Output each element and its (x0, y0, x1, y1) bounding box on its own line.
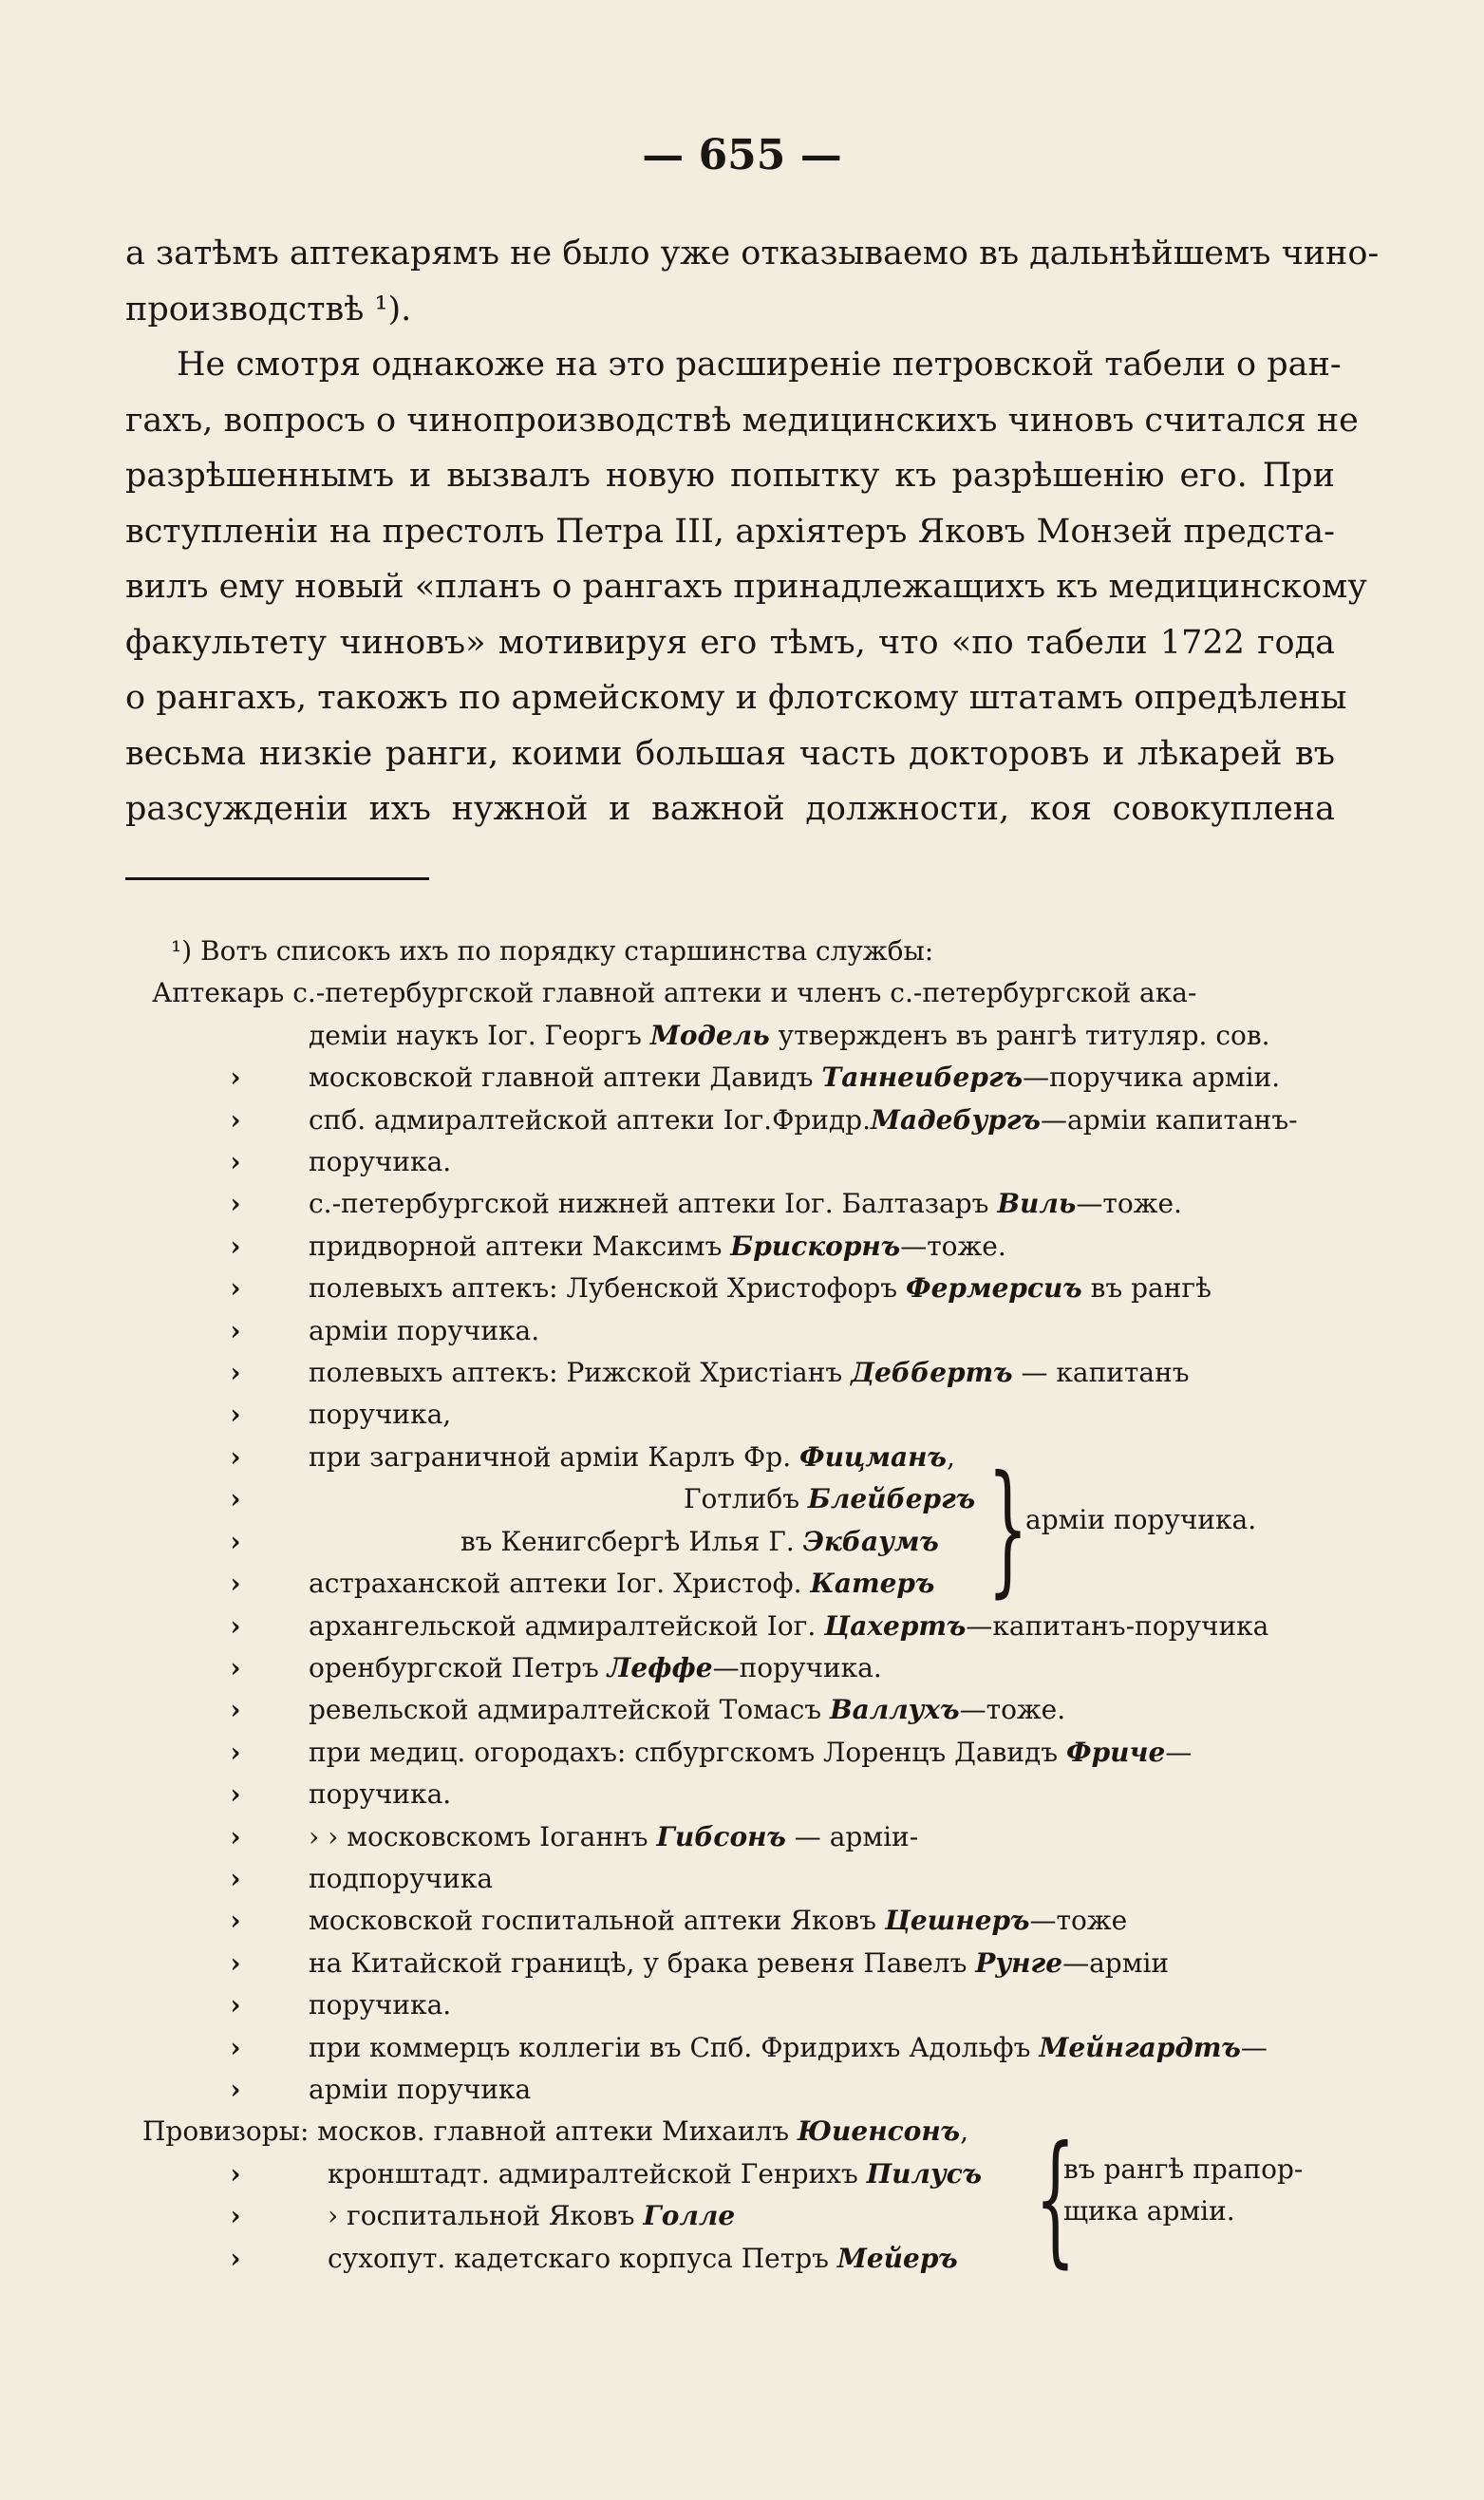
footnote-text-part: спб. адмиралтейской аптеки Іог.Фридр. (309, 1103, 871, 1136)
footnote-text-part: —тоже (1029, 1905, 1128, 1937)
footnote-text (152, 1858, 1329, 1900)
footnote-text (152, 977, 1196, 1008)
footnote-row (152, 1732, 1329, 1774)
ditto-mark: › (230, 1103, 241, 1136)
footnote-text-part: —арміи (1062, 1946, 1170, 1979)
ditto-mark: › (230, 1399, 241, 1431)
footnote-text (152, 1943, 1329, 1984)
bracket-group (142, 2111, 1329, 2283)
ditto-mark: › (230, 1314, 241, 1346)
page-number: — 655 — (642, 131, 842, 179)
footnote-text-part: архангельской адмиралтейской Іог. (309, 1609, 825, 1642)
footnote-text-part: — (1165, 1736, 1193, 1768)
footnote-text (152, 2069, 1329, 2111)
person-name: Цахертъ (824, 1609, 967, 1642)
footnote-text-part: —тоже. (1076, 1188, 1182, 1220)
footnote-text-part: поручика, (309, 1399, 452, 1431)
footnote-text-part: › госпитальной Яковъ (328, 2200, 644, 2232)
brace-label: арміи поручика. (1025, 1503, 1257, 1535)
footnote-text (152, 1563, 1329, 1605)
footnote-text-part: , (960, 2115, 969, 2148)
ditto-mark: › (230, 1357, 241, 1389)
footnote-row (152, 1647, 1329, 1689)
footnote-text-part: арміи поручика. (309, 1314, 540, 1346)
footnote-divider (125, 877, 429, 880)
footnote-text-part: арміи поручика (309, 2073, 532, 2105)
footnote-text (152, 1310, 1329, 1352)
brace-symbol: } (987, 1445, 1028, 1611)
person-name: Таннеибергъ (821, 1062, 1024, 1094)
ditto-mark: › (230, 2031, 241, 2063)
brace-symbol: { (1035, 2116, 1076, 2283)
footnote-text-part: при медиц. огородахъ: спбургскомъ Лоренцъ Давидъ (309, 1736, 1066, 1768)
ditto-mark: › (230, 1736, 241, 1768)
ditto-mark: › (230, 2242, 241, 2274)
person-name: Леффе (607, 1651, 713, 1683)
footnote-text (152, 1437, 1329, 1478)
footnote-row (152, 1984, 1329, 2026)
ditto-mark: › (230, 1778, 241, 1811)
footnote-text (152, 1647, 1329, 1689)
footnote-text-part: › › московскомъ Іоганнъ (309, 1820, 657, 1852)
ditto-mark: › (230, 1568, 241, 1600)
footnote-text-part: с.-петербургской главной аптеки и членъ с.-петербургской ака- (292, 977, 1197, 1009)
person-name: Цешнеръ (884, 1905, 1030, 1937)
ditto-mark: › (230, 1946, 241, 1979)
footnote-text-part: утвержденъ въ рангѣ титуляр. сов. (769, 1019, 1270, 1051)
footnote-row (142, 2111, 1329, 2152)
person-name: Модель (649, 1019, 770, 1051)
person-name: Виль (997, 1188, 1077, 1220)
ditto-mark: › (230, 2200, 241, 2232)
ditto-mark: › (230, 1694, 241, 1726)
footnote-text (152, 1689, 1329, 1731)
footnote-text-part: въ Кенигсбергѣ Илья Г. (460, 1525, 803, 1557)
ditto-mark: › (230, 2073, 241, 2105)
footnote-text-part: деміи наукъ Іог. Георгъ (309, 1019, 650, 1051)
footnote-text (152, 1057, 1329, 1099)
footnote-text (152, 1352, 1329, 1394)
person-name: Мейеръ (836, 2242, 958, 2274)
ditto-mark: › (230, 2157, 241, 2190)
brace-label: въ рангѣ прапор- (1063, 2153, 1304, 2186)
footnote-text (152, 1183, 1329, 1225)
footnote-row (152, 1437, 1329, 1478)
ditto-mark: › (230, 1862, 241, 1894)
footnote-text-part: астраханской аптеки Іог. Христоф. (309, 1568, 811, 1600)
footnote-text-part: , (946, 1440, 955, 1473)
text-line: вилъ ему новый «планъ о рангахъ принадлежащихъ къ медицинскому (125, 568, 1367, 606)
person-name: Рунге (975, 1946, 1063, 1979)
text-line: Не смотря однакоже на это расширеніе петровской табели о ран- (177, 346, 1342, 384)
brace-label: щика арміи. (1063, 2195, 1235, 2227)
footnote-row (152, 1563, 1329, 1605)
footnote-row (152, 1816, 1329, 1858)
footnote-text-part: на Китайской границѣ, у брака ревеня Павелъ (309, 1946, 976, 1979)
footnote-row (152, 1774, 1329, 1815)
footnote-text (152, 1984, 1329, 2026)
footnote-text-part: —тоже. (959, 1694, 1066, 1726)
footnote-text-part: —поручика. (712, 1651, 882, 1683)
person-name: Валлухъ (829, 1694, 960, 1726)
text-line: гахъ, вопросъ о чинопроизводствѣ медицинскихъ чиновъ считался не (125, 401, 1359, 440)
footnote-row (152, 1226, 1329, 1268)
footnote-text-part: поручика. (309, 1989, 452, 2021)
footnote-text (152, 2238, 1329, 2280)
text-line: разрѣшеннымъ и вызвалъ новую попытку къ разрѣшенію его. При (125, 457, 1335, 495)
ditto-mark: › (230, 1230, 241, 1262)
footnote-row (152, 1268, 1329, 1309)
footnote-row (152, 2069, 1329, 2111)
footnote-text-part: полевыхъ аптекъ: Лубенской Христофоръ (309, 1272, 906, 1305)
footnote-row (152, 1943, 1329, 1984)
main-text (125, 226, 1380, 837)
footnote-row (152, 1352, 1329, 1394)
footnote-text-part: —поручика арміи. (1023, 1062, 1281, 1094)
person-name: Фермерсиъ (906, 1272, 1082, 1305)
ditto-mark: › (230, 1905, 241, 1937)
lead-label: Провизоры: (142, 2115, 318, 2148)
footnotes (142, 930, 1329, 2283)
person-name: Голле (643, 2200, 736, 2232)
footnote-text-part: ревельской адмиралтейской Томасъ (309, 1694, 830, 1726)
footnote-text (142, 2111, 1329, 2152)
person-name: Экбаумъ (802, 1525, 939, 1557)
footnote-row (152, 1689, 1329, 1731)
footnote-text (152, 1900, 1329, 1942)
person-name: Катеръ (810, 1568, 935, 1600)
ditto-mark: › (230, 1525, 241, 1557)
ditto-mark: › (230, 1440, 241, 1473)
footnote-text-part: московской госпитальной аптеки Яковъ (309, 1905, 885, 1937)
ditto-mark: › (230, 1820, 241, 1852)
footnote-row (152, 1015, 1329, 1057)
text-line: о рангахъ, такожъ по армейскому и флотскому штатамъ опредѣлены (125, 679, 1347, 717)
footnote-row (152, 1057, 1329, 1099)
footnote-text-part: с.-петербургской нижней аптеки Іог. Балтазаръ (309, 1188, 998, 1220)
footnote-text-part: подпоручика (309, 1862, 494, 1894)
footnote-text (152, 1141, 1329, 1183)
footnote-text (152, 1394, 1329, 1436)
ditto-mark: › (230, 1146, 241, 1178)
footnote-row (152, 2027, 1329, 2069)
footnote-text-part: оренбургской Петръ (309, 1651, 608, 1683)
footnote-text-part: — арміи- (785, 1820, 919, 1852)
text-line: факультету чиновъ» мотивируя его тѣмъ, что «по табели 1722 года (125, 623, 1335, 662)
ditto-mark: › (230, 1483, 241, 1515)
footnote-row (152, 1606, 1329, 1647)
footnote-row (152, 2238, 1329, 2280)
footnote-text-part: въ рангѣ (1081, 1272, 1212, 1305)
footnote-row (152, 1141, 1329, 1183)
person-name: Гибсонъ (656, 1820, 786, 1852)
footnote-text-part: при коммерцъ коллегіи въ Спб. Фридрихъ Адольфъ (309, 2031, 1040, 2063)
footnote-text-part: —арміи капитанъ- (1041, 1103, 1298, 1136)
person-name: Мадебургъ (870, 1103, 1042, 1136)
footnote-text (152, 2027, 1329, 2069)
footnote-text-part: — капитанъ (1012, 1357, 1190, 1389)
footnote-text (152, 1226, 1329, 1268)
person-name: Фриче (1066, 1736, 1166, 1768)
footnote-text-part: москов. главной аптеки Михаилъ (317, 2115, 798, 2148)
text-line: весьма низкіе ранги, коими большая часть докторовъ и лѣкарей въ (125, 734, 1335, 773)
person-name: Фицманъ (799, 1440, 947, 1473)
footnote-text-part: полевыхъ аптекъ: Рижской Христіанъ (309, 1357, 852, 1389)
footnote-text-part: при заграничной арміи Карлъ Фр. (309, 1440, 799, 1473)
footnote-text-part: сухопут. кадетскаго корпуса Петръ (328, 2242, 837, 2274)
footnote-intro: ¹) Вотъ списокъ ихъ по порядку старшинства службы: (171, 935, 934, 967)
footnote-row (152, 1900, 1329, 1942)
person-name: Мейнгардтъ (1039, 2031, 1241, 2063)
ditto-mark: › (230, 1062, 241, 1094)
footnote-text-part: кронштадт. адмиралтейской Генрихъ (328, 2157, 867, 2190)
footnote-text (152, 1015, 1329, 1057)
footnote-text-part: Готлибъ (684, 1483, 808, 1515)
footnote-text (152, 1816, 1329, 1858)
lead-label: Аптекарь (152, 977, 293, 1009)
footnote-row (152, 1394, 1329, 1436)
footnote-text (152, 1268, 1329, 1309)
footnote-text (152, 1732, 1329, 1774)
ditto-mark: › (230, 1272, 241, 1305)
footnote-text-part: придворной аптеки Максимъ (309, 1230, 731, 1262)
footnote-row (152, 1310, 1329, 1352)
footnote-text-part: поручика. (309, 1778, 452, 1811)
footnote-text-part: — (1240, 2031, 1268, 2063)
footnote-text-part: —тоже. (900, 1230, 1006, 1262)
person-name: Блейбергъ (807, 1483, 976, 1515)
ditto-mark: › (230, 1188, 241, 1220)
person-name: Пилусъ (866, 2157, 983, 2190)
text-line: производствѣ ¹). (125, 290, 412, 329)
text-line: разсужденіи ихъ нужной и важной должности, коя совокуплена (125, 790, 1335, 828)
footnote-row (152, 1100, 1329, 1141)
footnote-text (152, 1774, 1329, 1815)
ditto-mark: › (230, 1609, 241, 1642)
bracket-group (152, 1437, 1329, 1611)
footnote-text-part: —капитанъ-поручика (966, 1609, 1269, 1642)
ditto-mark: › (230, 1989, 241, 2021)
person-name: Юиенсонъ (798, 2115, 961, 2148)
person-name: Брискорнъ (730, 1230, 901, 1262)
text-line: а затѣмъ аптекарямъ не было уже отказываемо въ дальнѣйшемъ чино- (125, 235, 1380, 273)
footnote-text (152, 1606, 1329, 1647)
ditto-mark: › (230, 1651, 241, 1683)
person-name: Деббертъ (851, 1357, 1013, 1389)
footnote-row (152, 1183, 1329, 1225)
footnote-text-part: московской главной аптеки Давидъ (309, 1062, 822, 1094)
footnote-row (152, 972, 1329, 1014)
footnote-row (152, 1858, 1329, 1900)
footnote-text (152, 1100, 1329, 1141)
text-line: вступленіи на престолъ Петра III, архіятеръ Яковъ Монзей предста- (125, 512, 1335, 551)
footnote-text-part: поручика. (309, 1146, 452, 1178)
